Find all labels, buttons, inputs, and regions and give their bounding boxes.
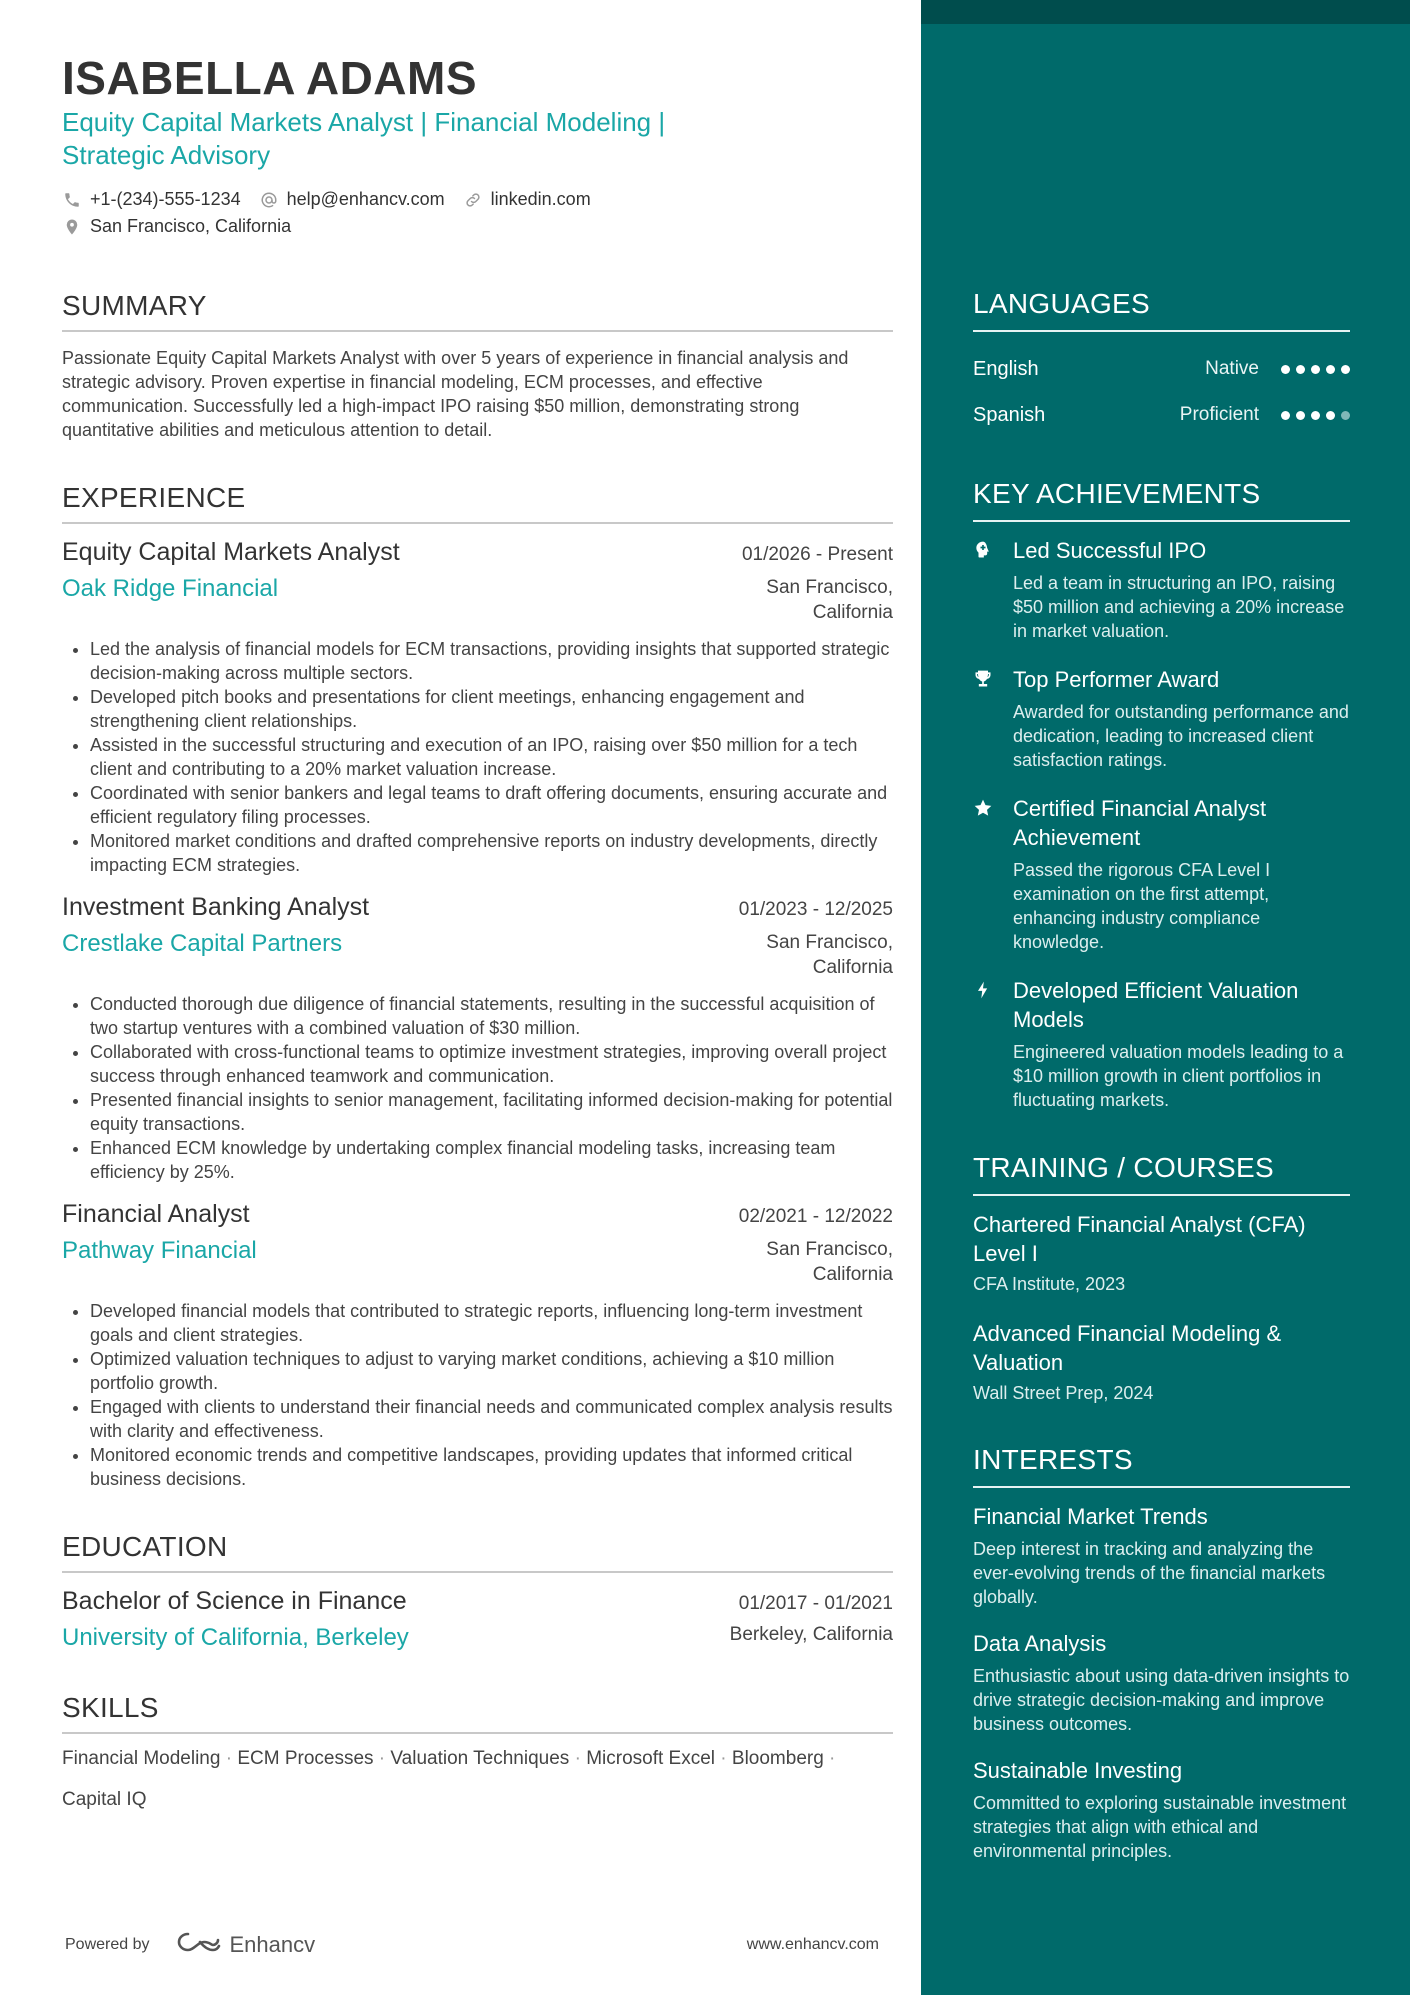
achievement-item xyxy=(973,665,1350,772)
education-title: EDUCATION xyxy=(62,1531,893,1573)
skill-item: Capital IQ xyxy=(62,1789,147,1810)
skill-separator: · xyxy=(373,1748,391,1769)
achievement-body xyxy=(1013,665,1350,772)
interests-section xyxy=(973,1444,1350,1863)
interest-title: Sustainable Investing xyxy=(973,1758,1183,1783)
achievement-desc: Engineered valuation models leading to a $10 million growth in client portfolios in fluctuating markets. xyxy=(1013,1042,1344,1110)
education-sub xyxy=(62,1624,893,1652)
bullet-item: • Monitored economic trends and competitive landscapes, providing updates that informed critical business decisions. xyxy=(90,1443,893,1491)
phone-contact[interactable] xyxy=(62,186,241,213)
language-row xyxy=(973,346,1350,392)
course-item xyxy=(973,1319,1350,1404)
job-company: Oak Ridge Financial xyxy=(62,575,279,602)
language-name: Spanish xyxy=(973,403,1046,426)
course-list xyxy=(973,1210,1350,1404)
job-date: 01/2026 - Present xyxy=(741,544,893,565)
interest-list xyxy=(973,1502,1350,1863)
bullet-item: • Conducted thorough due diligence of financial statements, resulting in the successful acquisition of two startup ventures with a combined valuation of $30 million. xyxy=(90,992,893,1040)
skill-item: Bloomberg xyxy=(731,1748,824,1769)
bullet-item: • Led the analysis of financial models for ECM transactions, providing insights that supported strategic decision-making across multiple sectors. xyxy=(90,637,893,685)
achievement-title: Developed Efficient Valuation Models xyxy=(1013,978,1299,1032)
job-location: San Francisco, California xyxy=(766,932,893,978)
location-contact xyxy=(62,213,291,240)
experience-title: EXPERIENCE xyxy=(62,482,893,524)
rating-dot xyxy=(1311,411,1320,420)
rating-dot xyxy=(1296,365,1305,374)
course-title: Chartered Financial Analyst (CFA) Level I xyxy=(973,1212,1306,1266)
footer-url[interactable]: www.enhancv.com xyxy=(746,1936,879,1953)
summary-text: Passionate Equity Capital Markets Analyst with over 5 years of experience in financial analysis and strategic advisory. Proven expertise in financial modeling, ECM processes, and effective communication. Successfully led a high-impact IPO raising $50 million, demonstrating strong quantitative abilities and meticulous attention to detail. xyxy=(62,348,849,440)
job-title: Investment Banking Analyst xyxy=(62,893,370,921)
achievement-body xyxy=(1013,536,1350,643)
course-provider: CFA Institute, 2023 xyxy=(973,1274,1126,1294)
achievement-desc: Awarded for outstanding performance and dedication, leading to increased client satisfaction ratings. xyxy=(1013,702,1349,770)
headline: Equity Capital Markets Analyst | Financial Modeling | Strategic Advisory xyxy=(62,107,666,170)
languages-title: LANGUAGES xyxy=(973,288,1350,332)
linkedin-text: linkedin.com xyxy=(490,189,591,209)
skill-separator: · xyxy=(823,1748,836,1769)
rating-dots xyxy=(1281,411,1350,420)
skill-separator: · xyxy=(569,1748,587,1769)
skill-item: Valuation Techniques xyxy=(390,1748,570,1769)
job-entry xyxy=(62,1200,893,1491)
linkedin-contact[interactable] xyxy=(463,186,591,213)
interest-title: Data Analysis xyxy=(973,1631,1107,1656)
course-provider: Wall Street Prep, 2024 xyxy=(973,1383,1154,1403)
experience-section xyxy=(62,482,893,1491)
rating-dot xyxy=(1296,411,1305,420)
training-section xyxy=(973,1152,1350,1404)
rating-dot xyxy=(1326,365,1335,374)
skill-separator: · xyxy=(220,1748,238,1769)
sidebar-content xyxy=(973,288,1350,1903)
achievements-section xyxy=(973,478,1350,1112)
powered-by-label: Powered by xyxy=(65,1936,150,1953)
contact-row-1 xyxy=(62,186,893,213)
job-location: San Francisco, California xyxy=(766,577,893,623)
interests-title: INTERESTS xyxy=(973,1444,1350,1488)
job-location: San Francisco, California xyxy=(766,1239,893,1285)
brand-logo[interactable] xyxy=(176,1930,316,1960)
language-row xyxy=(973,392,1350,438)
bullet-item: • Assisted in the successful structuring and execution of an IPO, raising over $50 million for a tech client and contributing to a 20% market valuation increase. xyxy=(90,733,893,781)
enhancv-logo-icon xyxy=(176,1930,222,1960)
bullet-item: • Optimized valuation techniques to adjust to varying market conditions, achieving a $10 million portfolio growth. xyxy=(90,1347,893,1395)
job-entry xyxy=(62,538,893,877)
phone-icon xyxy=(62,190,82,210)
contact-row-2 xyxy=(62,213,893,240)
achievement-title: Led Successful IPO xyxy=(1013,538,1207,563)
rating-dot xyxy=(1326,411,1335,420)
skill-item: ECM Processes xyxy=(237,1748,374,1769)
job-sub xyxy=(62,1237,893,1287)
education-entry xyxy=(62,1587,893,1652)
language-name: English xyxy=(973,357,1039,380)
sidebar xyxy=(921,0,1410,1995)
achievement-list xyxy=(973,536,1350,1112)
link-icon xyxy=(463,190,483,210)
map-pin-icon xyxy=(62,217,82,237)
job-bullets xyxy=(62,1299,893,1491)
languages-section xyxy=(973,288,1350,438)
skill-separator: · xyxy=(715,1748,732,1769)
rating-dot xyxy=(1281,365,1290,374)
phone-text: +1-(234)-555-1234 xyxy=(90,189,241,209)
language-level: Native xyxy=(1205,358,1259,379)
trophy-icon xyxy=(973,665,993,691)
job-bullets xyxy=(62,637,893,877)
job-sub xyxy=(62,575,893,625)
bullet-item: • Collaborated with cross-functional teams to optimize investment strategies, improving overall project success through enhanced teamwork and communication. xyxy=(90,1040,893,1088)
rating-dot xyxy=(1341,411,1350,420)
interest-title: Financial Market Trends xyxy=(973,1504,1208,1529)
job-bullets xyxy=(62,992,893,1184)
education-section xyxy=(62,1531,893,1652)
achievements-title: KEY ACHIEVEMENTS xyxy=(973,478,1350,522)
bullet-item: • Monitored market conditions and drafted comprehensive reports on industry developments, directly impacting ECM strategies. xyxy=(90,829,893,877)
lightning-icon xyxy=(973,976,993,1002)
achievement-item xyxy=(973,976,1350,1112)
education-head xyxy=(62,1587,893,1616)
location-text: San Francisco, California xyxy=(90,216,292,236)
job-sub xyxy=(62,930,893,980)
education-location: Berkeley, California xyxy=(729,1624,893,1645)
bullet-item: • Coordinated with senior bankers and legal teams to draft offering documents, ensuring accurate and efficient regulatory filing processes. xyxy=(90,781,893,829)
interest-desc: Deep interest in tracking and analyzing the ever-evolving trends of the financial markets globally. xyxy=(973,1539,1326,1607)
powered-by xyxy=(65,1930,315,1960)
degree: Bachelor of Science in Finance xyxy=(62,1587,407,1615)
interest-item xyxy=(973,1502,1350,1609)
bullet-item: • Developed financial models that contributed to strategic reports, influencing long-term investment goals and client strategies. xyxy=(90,1299,893,1347)
contact-info xyxy=(62,186,893,240)
achievement-body xyxy=(1013,794,1350,954)
job-head xyxy=(62,893,893,922)
job-head xyxy=(62,1200,893,1229)
job-date: 01/2023 - 12/2025 xyxy=(738,899,893,920)
job-title: Financial Analyst xyxy=(62,1200,250,1228)
skills-title: SKILLS xyxy=(62,1692,893,1734)
job-company: Pathway Financial xyxy=(62,1237,257,1264)
bullet-item: • Enhanced ECM knowledge by undertaking complex financial modeling tasks, increasing team efficiency by 25%. xyxy=(90,1136,893,1184)
job-entry xyxy=(62,893,893,1184)
rating-dot xyxy=(1281,411,1290,420)
course-item xyxy=(973,1210,1350,1295)
candidate-name: ISABELLA ADAMS xyxy=(62,52,478,104)
training-title: TRAINING / COURSES xyxy=(973,1152,1350,1196)
school: University of California, Berkeley xyxy=(62,1624,409,1651)
job-date: 02/2021 - 12/2022 xyxy=(738,1206,893,1227)
rating-dot xyxy=(1341,365,1350,374)
bullet-item: • Developed pitch books and presentations for client meetings, enhancing engagement and strengthening client relationships. xyxy=(90,685,893,733)
language-list xyxy=(973,346,1350,438)
course-title: Advanced Financial Modeling & Valuation xyxy=(973,1321,1282,1375)
job-head xyxy=(62,538,893,567)
bullet-item: • Presented financial insights to senior management, facilitating informed decision-making for potential equity transactions. xyxy=(90,1088,893,1136)
brand-name: Enhancv xyxy=(229,1932,316,1957)
achievement-title: Certified Financial Analyst Achievement xyxy=(1013,796,1267,850)
achievement-desc: Passed the rigorous CFA Level I examination on the first attempt, enhancing industry compliance knowledge. xyxy=(1013,860,1271,952)
brain-icon xyxy=(973,536,993,562)
at-icon xyxy=(259,190,279,210)
job-list xyxy=(62,538,893,1491)
rating-dots xyxy=(1281,365,1350,374)
achievement-desc: Led a team in structuring an IPO, raising $50 million and achieving a 20% increase in market valuation. xyxy=(1013,573,1345,641)
interest-item xyxy=(973,1756,1350,1863)
language-proficiency xyxy=(1205,358,1350,380)
skills-list xyxy=(62,1738,893,1820)
summary-section xyxy=(62,290,893,442)
achievement-body xyxy=(1013,976,1350,1112)
email-text: help@enhancv.com xyxy=(286,189,445,209)
rating-dot xyxy=(1311,365,1320,374)
language-level: Proficient xyxy=(1179,404,1259,425)
sidebar-top-bar xyxy=(921,0,1410,24)
email-contact[interactable] xyxy=(259,186,445,213)
bullet-item: • Engaged with clients to understand their financial needs and communicated complex analysis results with clarity and effectiveness. xyxy=(90,1395,893,1443)
interest-desc: Enthusiastic about using data-driven insights to drive strategic decision-making and improve business outcomes. xyxy=(973,1666,1350,1734)
skill-item: Financial Modeling xyxy=(62,1748,221,1769)
interest-item xyxy=(973,1629,1350,1736)
education-date: 01/2017 - 01/2021 xyxy=(738,1593,893,1614)
language-proficiency xyxy=(1180,404,1350,426)
footer xyxy=(65,1930,879,1960)
skill-item: Microsoft Excel xyxy=(586,1748,715,1769)
achievement-item xyxy=(973,536,1350,643)
job-title: Equity Capital Markets Analyst xyxy=(62,538,400,566)
achievement-item xyxy=(973,794,1350,954)
job-company: Crestlake Capital Partners xyxy=(62,930,343,957)
summary-title: SUMMARY xyxy=(62,290,893,332)
star-icon xyxy=(973,794,993,820)
achievement-title: Top Performer Award xyxy=(1013,667,1220,692)
interest-desc: Committed to exploring sustainable investment strategies that align with ethical and environmental principles. xyxy=(973,1793,1347,1861)
skills-section xyxy=(62,1692,893,1820)
